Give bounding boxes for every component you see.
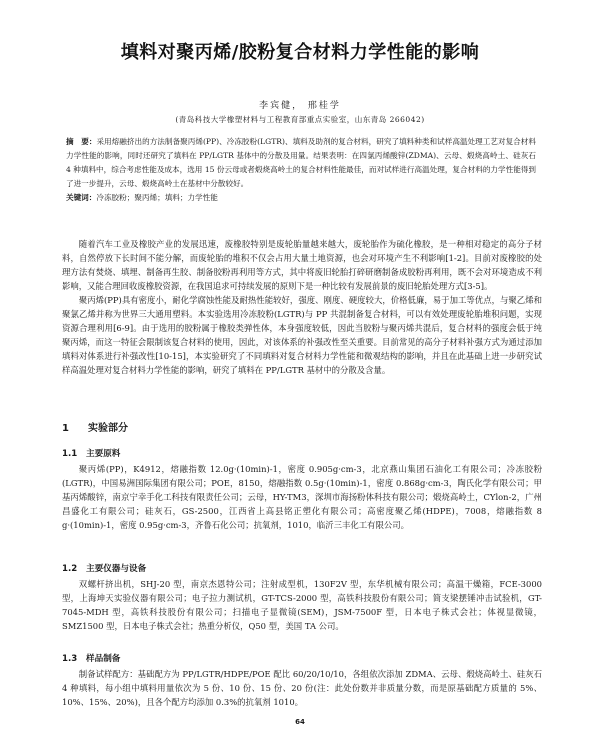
section-title: 实验部分 — [88, 423, 128, 434]
abstract-label: 摘 要： — [66, 137, 97, 146]
keywords-text: 冷冻胶粉；聚丙烯；填料；力学性能 — [96, 193, 218, 202]
subsection-title: 样品制备 — [86, 654, 121, 664]
equipment-section — [62, 577, 542, 633]
materials-section — [62, 462, 542, 532]
abstract-paragraph — [66, 135, 536, 191]
section-heading-experimental — [62, 419, 128, 434]
subsection-heading-equipment — [62, 562, 146, 574]
subsection-title: 主要仪器与设备 — [86, 564, 147, 574]
materials-paragraph: 聚丙烯(PP)，K4912，熔融指数 12.0g·(10min)-1，密度 0.905g·cm-3，北京燕山集团石油化工有限公司；冷冻胶粉(LGTR)，中国易洲国际集团有限公司；POE，8150，熔融指数 0.5g·(10min)-1，密度 0.868g·cm-3，陶氏化学有限公司；甲基丙烯酸锌，南京宁幸手化工科技有限责任公司；云母，HY-TM3，深圳市海扬粉体科技有限公司；煅烧高岭土，CYlon-2，广州昌盛化工有限公司；硅灰石，GS-2500，江西省上高县铭正塑化有限公司；高密度聚乙烯(HDPE)，7008，熔融指数 8 g·(10min)-1，密度 0.95g·cm-3，齐鲁石化公司；抗氧剂，1010，临沂三丰化工有限公司。 — [62, 464, 542, 531]
subsection-number: 1.3 — [62, 654, 78, 664]
equipment-paragraph: 双螺杆挤出机，SHJ-20 型，南京杰恩特公司；注射成型机，130F2V 型，东华机械有限公司；高温干燥箱，FCE-3000 型，上海坤天实验仪器有限公司；电子拉力测试机，GT-TCS-2000 型，高铁科技股份有限公司；简支梁摆锤冲击试验机，GT-7045-MDH 型，高铁科技股份有限公司；扫描电子显微镜(SEM)，JSM-7500F 型，日本电子株式会社；体视显微镜，SMZ1500 型，日本电子株式会社；热重分析仪，Q50 型，美国 TA 公司。 — [62, 579, 542, 632]
introduction — [62, 237, 542, 377]
affiliation: (青岛科技大学橡塑材料与工程教育部重点实验室，山东青岛 266042) — [175, 115, 425, 124]
abstract-text: 采用熔融挤出的方法制备聚丙烯(PP)、冷冻胶粉(LGTR)、填料及助剂的复合材料，研究了填料种类和试样高温处理工艺对复合材料力学性能的影响，同时还研究了填料在 PP/LGTR 基体中的分散及用量。结果表明：在四氯丙烯酸锌(ZDMA)、云母、煅烧高岭土、硅灰石 4 种填料中，综合考虑性能及成本，选用 15 份云母或者煅烧高岭土的复合材料性能最佳，而对试样进行高温处理，复合材料的力学性能得到了进一步提升，云母、煅烧高岭土在基材中分散较好。 — [66, 137, 536, 188]
section-number: 1 — [62, 423, 69, 434]
subsection-number: 1.1 — [62, 449, 78, 459]
keywords — [66, 191, 536, 205]
abstract — [66, 135, 536, 205]
subsection-number: 1.2 — [62, 564, 78, 574]
authors: 李宾健， 邢桂学 — [259, 101, 341, 111]
paper-title: 填料对聚丙烯/胶粉复合材料力学性能的影响 — [120, 42, 480, 63]
subsection-title: 主要原料 — [86, 449, 121, 459]
page-number: 64 — [295, 718, 305, 726]
subsection-heading-preparation — [62, 652, 120, 664]
intro-paragraph-2: 聚丙烯(PP)具有密度小，耐化学腐蚀性能及耐热性能较好，强度、刚度、硬度较大，价格低廉，易于加工等优点，与聚乙烯和聚氯乙烯并称为世界三大通用塑料。本实验选用冷冻胶粉(LGTR)与 PP 共混制备复合材料，可以有效处理废轮胎堆积问题，实现资源合理利用[6-9]。由于选用的胶粉属于橡胶类弹性体，本身强度较低，因此当胶粉与聚丙烯共混后，复合材料的强度会低于纯聚丙烯，而这一特征会限制该复合材料的使用，因此，对该体系的补强改性至关重要。目前常见的高分子材料补强方式为通过添加填料对体系进行补强改性[10-15]，本实验研究了不同填料对复合材料力学性能和微观结构的影响，并且在此基础上进一步研究试样高温处理对复合材料力学性能的影响，研究了填料在 PP/LGTR 基材中的分散及含量。 — [62, 295, 542, 376]
keywords-label: 关键词： — [66, 193, 97, 202]
subsection-heading-materials — [62, 447, 120, 459]
preparation-paragraph: 制备试样配方：基础配方为 PP/LGTR/HDPE/POE 配比 60/20/10/10，各组依次添加 ZDMA、云母、煅烧高岭土、硅灰石 4 种填料，每小组中填料用量依次为 5 份、10 份、15 份、20 份(注：此处份数并非质量分数，而是原基础配方质量的 5%、10%、15%、20%)，且各个配方均添加 0.3%的抗氧剂 1010。 — [62, 669, 542, 708]
intro-paragraph-1: 随着汽车工业及橡胶产业的发展迅速，废橡胶特别是废轮胎量越来越大，废轮胎作为硫化橡胶，是一种相对稳定的高分子材料，自然停放下长时间不能分解，而废轮胎的堆积不仅会占用大量土地资源，也会对环境产生不利影响[1-2]。目前对废橡胶的处理方法有焚烧、填埋、制备再生胶、制备胶粉再利用等方式，其中将废旧轮胎打碎研磨制备成胶粉再利用，既不会对环境造成不利影响，又能合理回收废橡胶资源，在我国追求可持续发展的原则下是一种比较有发展前景的废旧轮胎处理方式[3-5]。 — [62, 239, 542, 292]
preparation-section — [62, 667, 542, 709]
